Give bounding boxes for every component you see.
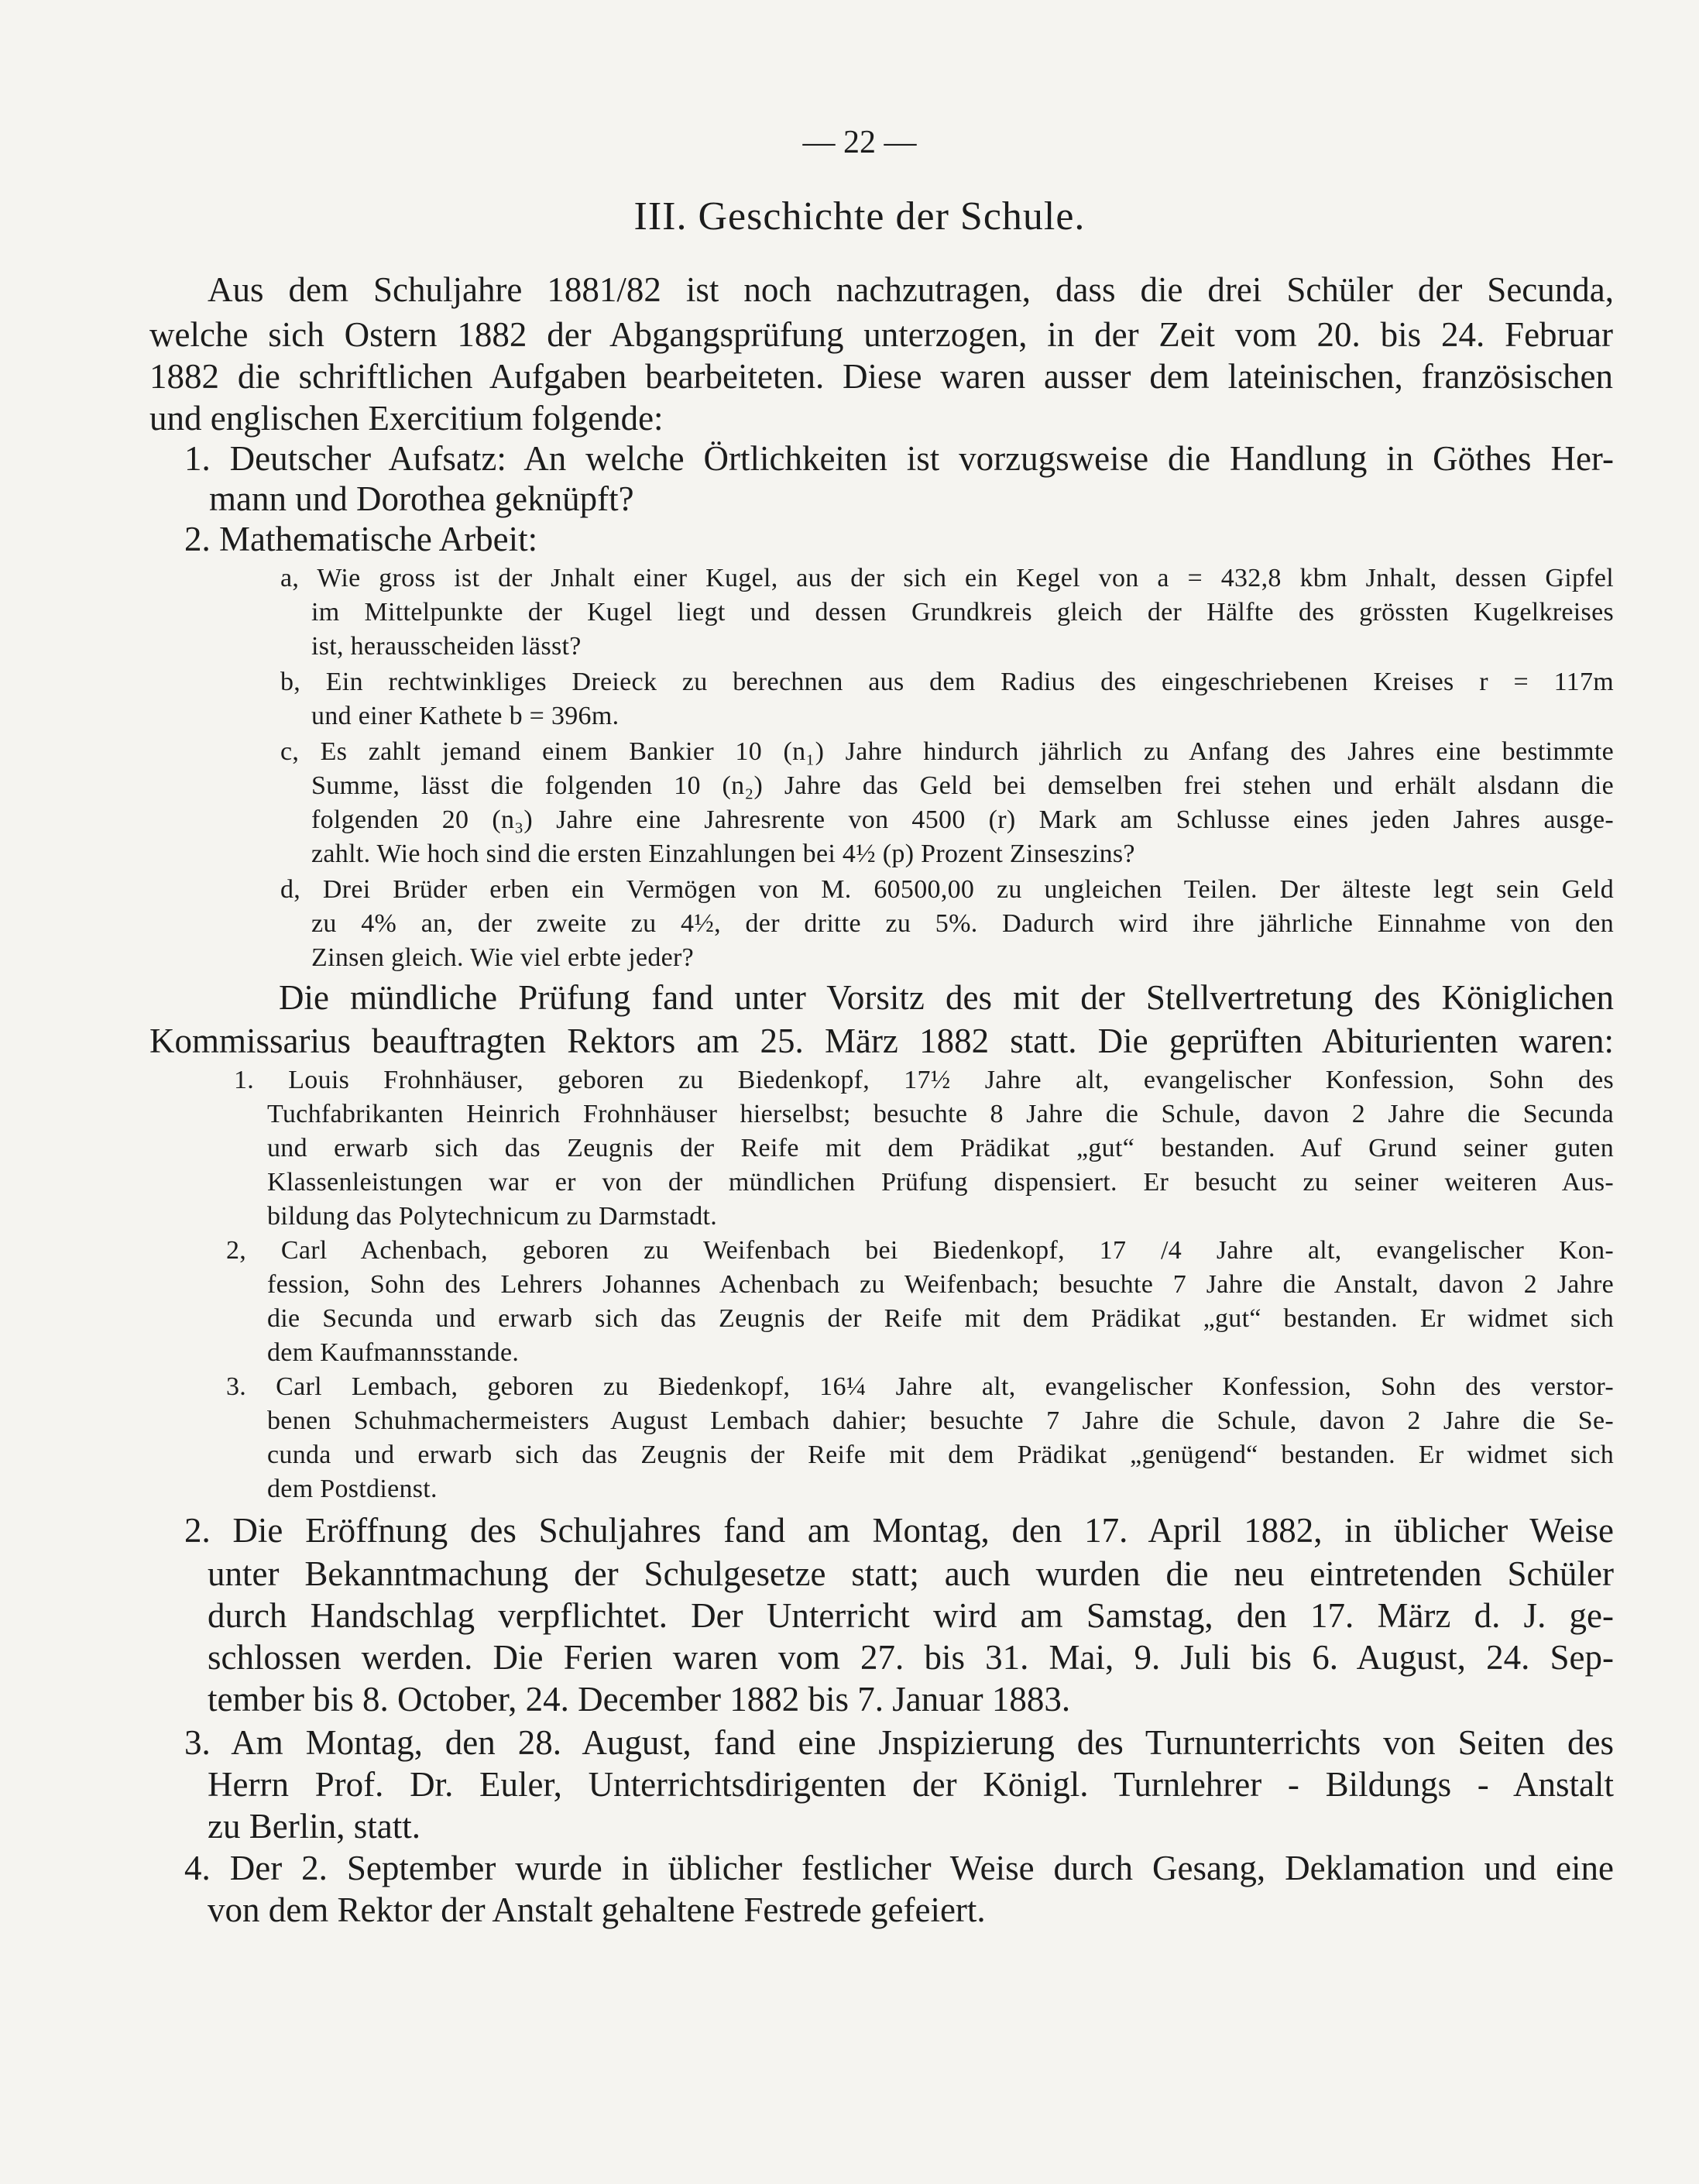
task1-line-1: 1. Deutscher Aufsatz: An welche Örtlichkeiten ist vorzugsweise die Handlung in Göthes Her- bbox=[184, 439, 1614, 478]
item3-line-3: zu Berlin, statt. bbox=[208, 1807, 420, 1846]
item3-line-2: Herrn Prof. Dr. Euler, Unterrichtsdirigenten der Königl. Turnlehrer - Bildungs - Anstalt bbox=[208, 1765, 1614, 1804]
math-a-line-2: im Mittelpunkte der Kugel liegt und dessen Grundkreis gleich der Hälfte des grössten Kugelkreises bbox=[311, 598, 1614, 627]
item2-line-5: tember bis 8. October, 24. December 1882 bis 7. Januar 1883. bbox=[208, 1680, 1071, 1719]
math-c-line-4: zahlt. Wie hoch sind die ersten Einzahlungen bei 4½ (p) Prozent Zinseszins? bbox=[311, 840, 1135, 868]
student-1-line-4: Klassenleistungen war er von der mündlichen Prüfung dispensiert. Er besucht zu seiner weiteren Aus- bbox=[267, 1168, 1614, 1197]
section-title: III. Geschichte der Schule. bbox=[633, 194, 1086, 239]
page-number-line bbox=[774, 124, 945, 161]
item2-line-2: unter Bekanntmachung der Schulgesetze statt; auch wurden die neu eintretenden Schüler bbox=[208, 1554, 1614, 1593]
item2-line-3: durch Handschlag verpflichtet. Der Unterricht wird am Samstag, den 17. März d. J. ge- bbox=[208, 1596, 1614, 1635]
math-c-line-3: folgenden 20 (n₃) Jahre eine Jahresrente von 4500 (r) Mark am Schlusse eines jeden Jahres ausge- bbox=[311, 805, 1614, 834]
item2-line-4: schlossen werden. Die Ferien waren vom 27. bis 31. Mai, 9. Juli bis 6. August, 24. Sep- bbox=[208, 1638, 1614, 1677]
oral-line-1: Die mündliche Prüfung fand unter Vorsitz des mit der Stellvertretung des Königlichen bbox=[279, 978, 1614, 1017]
math-d-line-2: zu 4% an, der zweite zu 4½, der dritte zu 5%. Dadurch wird ihre jährliche Einnahme von den bbox=[311, 909, 1614, 938]
student-1-line-1: 1. Louis Frohnhäuser, geboren zu Biedenkopf, 17½ Jahre alt, evangelischer Konfession, Sohn des bbox=[234, 1066, 1614, 1094]
math-c-line-2: Summe, lässt die folgenden 10 (n₂) Jahre das Geld bei demselben frei stehen und erhält alsdann die bbox=[311, 771, 1614, 800]
student-1-line-5: bildung das Polytechnicum zu Darmstadt. bbox=[267, 1202, 718, 1231]
intro-line-2: welche sich Ostern 1882 der Abgangsprüfung unterzogen, in der Zeit vom 20. bis 24. Februar bbox=[149, 315, 1613, 354]
student-3-line-1: 3. Carl Lembach, geboren zu Biedenkopf, 16¼ Jahre alt, evangelischer Konfession, Sohn des verstor- bbox=[226, 1372, 1614, 1401]
math-d-line-1: d, Drei Brüder erben ein Vermögen von M. 60500,00 zu ungleichen Teilen. Der älteste legt sein Geld bbox=[280, 875, 1614, 904]
task2-title: 2. Mathematische Arbeit: bbox=[184, 520, 538, 558]
student-2-line-4: dem Kaufmannsstande. bbox=[267, 1338, 520, 1367]
item4-line-1: 4. Der 2. September wurde in üblicher festlicher Weise durch Gesang, Deklamation und eine bbox=[184, 1849, 1614, 1887]
intro-line-4: und englischen Exercitium folgende: bbox=[149, 399, 664, 438]
student-3-line-2: benen Schuhmachermeisters August Lembach dahier; besuchte 7 Jahre die Schule, davon 2 Jahre die Se- bbox=[267, 1406, 1614, 1435]
student-2-line-2: fession, Sohn des Lehrers Johannes Achenbach zu Weifenbach; besuchte 7 Jahre die Anstalt, davon 2 Jahre bbox=[267, 1270, 1614, 1299]
oral-line-2: Kommissarius beauftragten Rektors am 25. März 1882 statt. Die geprüften Abiturienten waren: bbox=[149, 1022, 1614, 1060]
item4-line-2: von dem Rektor der Anstalt gehaltene Festrede gefeiert. bbox=[208, 1890, 986, 1929]
math-a-line-1: a, Wie gross ist der Jnhalt einer Kugel, aus der sich ein Kegel von a = 432,8 kbm Jnhalt, dessen Gipfel bbox=[280, 564, 1614, 592]
intro-line-3: 1882 die schriftlichen Aufgaben bearbeiteten. Diese waren ausser dem lateinischen, französischen bbox=[149, 357, 1613, 396]
page-number-left-dash: — bbox=[802, 125, 836, 160]
math-c-line-1: c, Es zahlt jemand einem Bankier 10 (n₁) Jahre hindurch jährlich zu Anfang des Jahres eine bestimmte bbox=[280, 737, 1614, 766]
item2-line-1: 2. Die Eröffnung des Schuljahres fand am Montag, den 17. April 1882, in üblicher Weise bbox=[184, 1511, 1614, 1550]
math-d-line-3: Zinsen gleich. Wie viel erbte jeder? bbox=[311, 943, 695, 972]
item3-line-1: 3. Am Montag, den 28. August, fand eine Jnspizierung des Turnunterrichts von Seiten des bbox=[184, 1723, 1614, 1762]
math-a-line-3: ist, herausscheiden lässt? bbox=[311, 632, 582, 661]
student-2-line-1: 2, Carl Achenbach, geboren zu Weifenbach bei Biedenkopf, 17 /4 Jahre alt, evangelischer Kon- bbox=[226, 1236, 1614, 1265]
page-number: 22 bbox=[843, 125, 876, 160]
student-3-line-4: dem Postdienst. bbox=[267, 1475, 438, 1503]
page-number-right-dash: — bbox=[884, 125, 917, 160]
student-1-line-3: und erwarb sich das Zeugnis der Reife mit dem Prädikat „gut“ bestanden. Auf Grund seiner guten bbox=[267, 1134, 1614, 1162]
intro-line-1: Aus dem Schuljahre 1881/82 ist noch nachzutragen, dass die drei Schüler der Secunda, bbox=[208, 270, 1614, 309]
math-b-line-1: b, Ein rechtwinkliges Dreieck zu berechnen aus dem Radius des eingeschriebenen Kreises r = 117m bbox=[280, 668, 1614, 696]
task1-line-2: mann und Dorothea geknüpft? bbox=[209, 479, 634, 518]
student-2-line-3: die Secunda und erwarb sich das Zeugnis der Reife mit dem Prädikat „gut“ bestanden. Er widmet sich bbox=[267, 1304, 1614, 1333]
math-b-line-2: und einer Kathete b = 396m. bbox=[311, 702, 620, 730]
student-3-line-3: cunda und erwarb sich das Zeugnis der Reife mit dem Prädikat „genügend“ bestanden. Er widmet sich bbox=[267, 1441, 1614, 1469]
student-1-line-2: Tuchfabrikanten Heinrich Frohnhäuser hierselbst; besuchte 8 Jahre die Schule, davon 2 Jahre die Secunda bbox=[267, 1100, 1614, 1128]
